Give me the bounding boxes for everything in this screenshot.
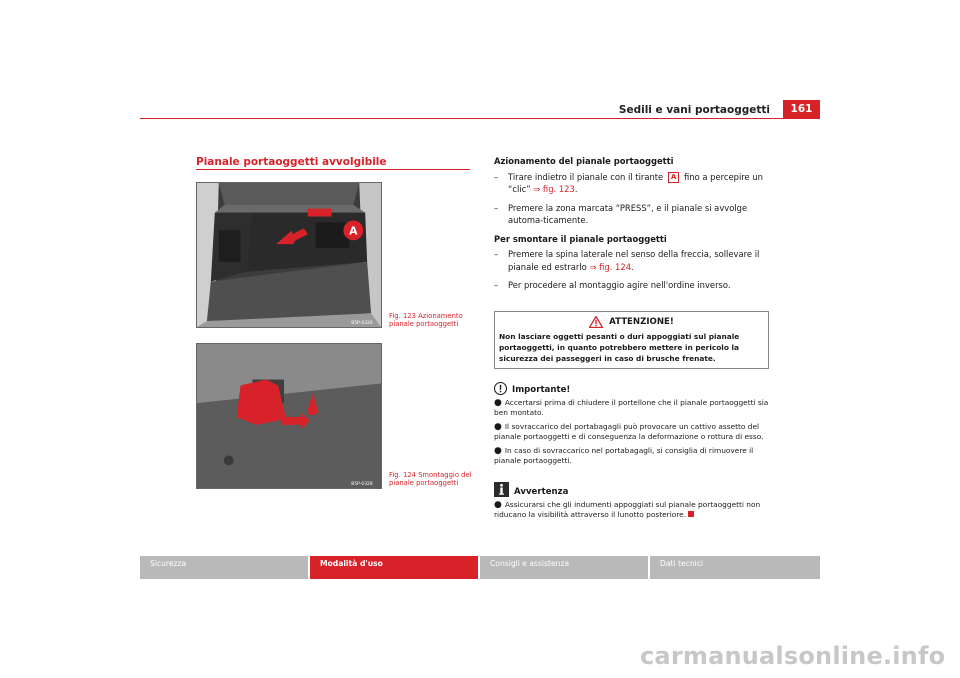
figure-reference-link[interactable]: ⇒ fig. 124 [589, 261, 632, 272]
watermark-text: carmanualsonline.info [640, 642, 946, 670]
step-4: – Per procedere al montaggio agire nell'ordine inverso. [494, 280, 731, 290]
step-2: – Premere la zona marcata “PRESS”, e il pianale si avvolge automa-ticamente. [494, 202, 748, 225]
important-bullet: ● Accertarsi prima di chiudere il portellone che il pianale portaoggetti sia ben montato. [494, 398, 769, 418]
info-note-icon [494, 482, 509, 497]
footer-tab-operation[interactable]: Modalità d'uso [310, 556, 478, 579]
figure-123-photo [196, 182, 382, 328]
advice-note [494, 482, 770, 524]
advice-title: Avvertenza [514, 487, 569, 497]
figure-code: B5P-0326 [351, 321, 373, 327]
section-end-marker [688, 511, 694, 517]
figure-124-caption: Fig. 124 Smontaggio del pianale portaoggetti [389, 471, 472, 488]
footer-tab-technical[interactable]: Dati tecnici [650, 556, 820, 579]
warning-box [494, 311, 769, 369]
figure-code: B5P-0328 [351, 482, 373, 488]
step-3: – Premere la spina laterale nel senso della freccia, sollevare il pianale ed estrarlo ⇒ fig. 124. [494, 249, 760, 272]
advice-bullet: ● Assicurarsi che gli indumenti appoggiati sul pianale portaoggetti non riducano la visibilità attraverso il lunotto posteriore. [494, 500, 761, 520]
figure-label-a: A [349, 224, 358, 238]
warning-text: Non lasciare oggetti pesanti o duri appoggiati sul pianale portaoggetti, in quanto potrebbero mettere in pericolo la sicurezza dei passeggeri in caso di brusche frenate. [499, 332, 740, 363]
instructions-column [494, 155, 770, 298]
warning-title: ATTENZIONE! [609, 317, 674, 327]
header-rule [140, 118, 820, 119]
footer-tab-tips[interactable]: Consigli e assistenza [480, 556, 648, 579]
important-title: Importante! [512, 385, 571, 395]
running-header-title: Sedili e vani portaoggetti [618, 104, 770, 116]
section-title: Pianale portaoggetti avvolgibile [196, 156, 387, 168]
heading-removal: Per smontare il pianale portaoggetti [494, 233, 667, 244]
section-rule [196, 169, 470, 170]
figure-123-caption: Fig. 123 Azionamento pianale portaoggetti [389, 312, 463, 329]
important-bullet: ● In caso di sovraccarico nel portabagagli, si consiglia di rimuovere il pianale portaoggetti. [494, 445, 754, 466]
step-1: – Tirare indietro il pianale con il tirante A fino a percepire un “clic” ⇒ fig. 123. [494, 171, 763, 194]
key-a-label: A [668, 172, 679, 183]
page-number: 161 [783, 100, 820, 119]
important-bullet: ● Il sovraccarico del portabagagli può provocare un cattivo assetto del pianale portaoggetti e di conseguenza la deformazione o rottura di esso. [494, 421, 764, 442]
figure-reference-link[interactable]: ⇒ fig. 123 [533, 184, 575, 194]
heading-operation: Azionamento del pianale portaoggetti [494, 156, 674, 166]
footer-tab-safety[interactable]: Sicurezza [140, 556, 308, 579]
figure-124-photo [196, 343, 382, 489]
warning-triangle-icon [589, 316, 603, 328]
exclamation-circle-icon [494, 382, 507, 395]
important-note [494, 382, 770, 469]
